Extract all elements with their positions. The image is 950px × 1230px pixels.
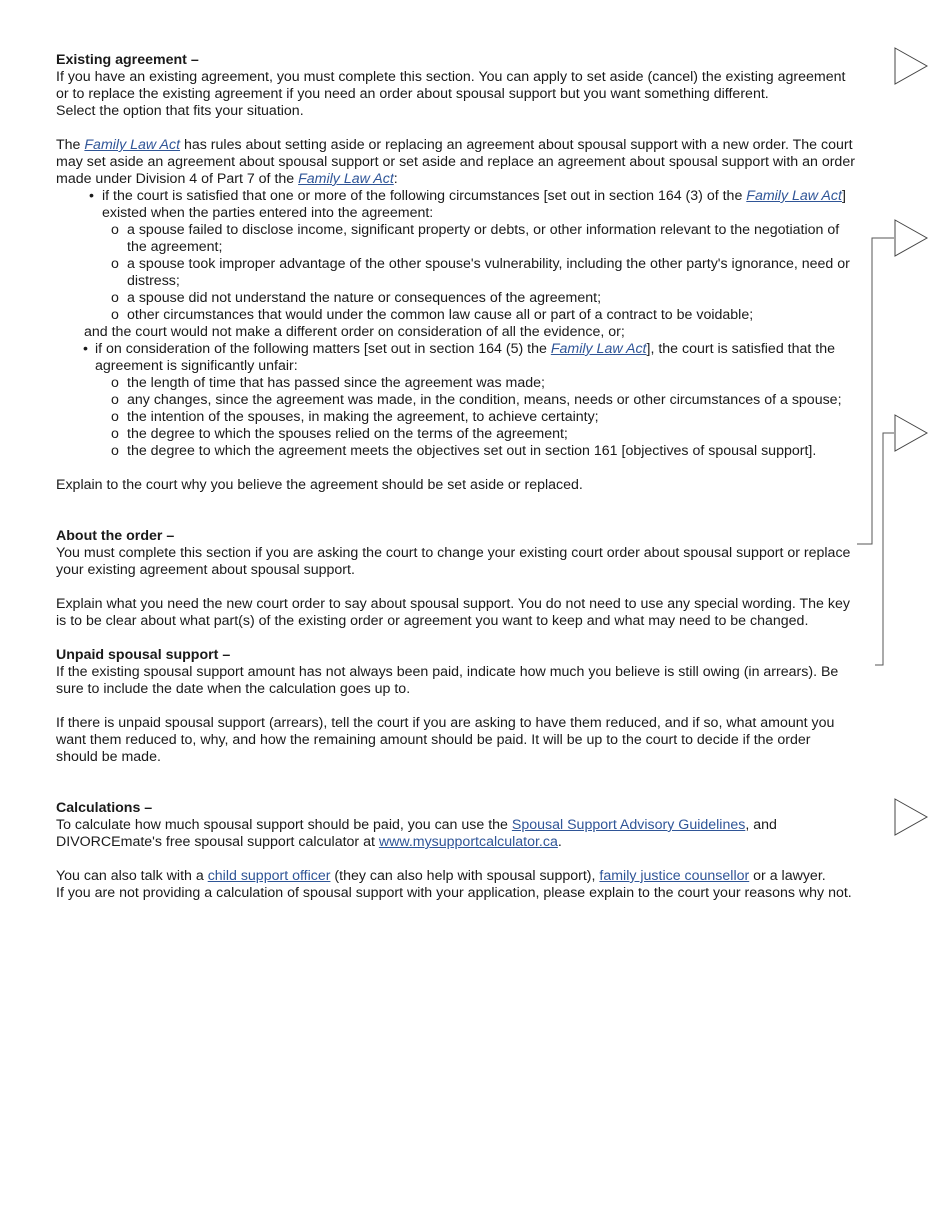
- support-calculator-link[interactable]: www.mysupportcalculator.ca: [378, 834, 558, 850]
- text-segment: if on consideration of the following matters [set out in section 164 (5) the: [95, 341, 551, 357]
- existing-agreement-heading: Existing agreement –: [56, 52, 199, 68]
- list-item: o the intention of the spouses, in making the agreement, to achieve certainty;: [56, 409, 856, 426]
- play-arrow-icon[interactable]: [894, 47, 928, 85]
- calculations-paragraph-1: [56, 817, 856, 851]
- explain-set-aside-text: Explain to the court why you believe the agreement should be set aside or replaced.: [56, 477, 583, 493]
- text-segment: .: [557, 834, 562, 850]
- family-law-act-link[interactable]: Family Law Act: [84, 137, 181, 153]
- list-item: o the length of time that has passed since the agreement was made;: [56, 375, 856, 392]
- unpaid-support-paragraph-1: If the existing spousal support amount has not always been paid, indicate how much you believe is still owing (in arrears). Be sure to include the date when the calculation goes up to.: [56, 664, 839, 697]
- calculations-heading: Calculations –: [56, 800, 153, 816]
- about-order-heading: About the order –: [56, 528, 175, 544]
- child-support-officer-link[interactable]: child support officer: [207, 868, 331, 884]
- text-segment: ] existed when the parties entered into the agreement:: [102, 188, 846, 221]
- existing-agreement-intro: If you have an existing agreement, you must complete this section. You can apply to set aside (cancel) the existing agreement or to replace the existing agreement if you need an order about spousal support but you want something different.: [56, 69, 846, 102]
- list-item: o a spouse did not understand the nature or consequences of the agreement;: [56, 290, 856, 307]
- list-item: o a spouse took improper advantage of the other spouse's vulnerability, including the other party's ignorance, need or distress;: [56, 256, 856, 290]
- text-segment: You can also talk with a: [56, 868, 208, 884]
- list-item: o other circumstances that would under the common law cause all or part of a contract to be voidable;: [56, 307, 856, 324]
- text-segment: if the court is satisfied that one or more of the following circumstances [set out in section 164 (3) of the: [102, 188, 747, 204]
- text-segment: :: [393, 171, 398, 187]
- family-law-act-link[interactable]: Family Law Act: [298, 171, 394, 187]
- list-item: o any changes, since the agreement was made, in the condition, means, needs or other circumstances of a spouse;: [56, 392, 856, 409]
- bullet-unfair: [56, 341, 856, 375]
- calculations-paragraph-3: If you are not providing a calculation of spousal support with your application, please explain to the court your reasons why not.: [56, 885, 852, 901]
- after-circumstances-text: and the court would not make a different order on consideration of all the evidence, or;: [84, 324, 625, 340]
- about-order-explain: Explain what you need the new court order to say about spousal support. You do not need to use any special wording. The key is to be clear about what part(s) of the existing order or agreement you want to keep and what may need to be changed.: [56, 596, 850, 629]
- family-law-act-paragraph: [56, 137, 856, 188]
- text-segment: (they can also help with spousal support),: [330, 868, 600, 884]
- text-segment: The: [56, 137, 85, 153]
- list-item: o the degree to which the spouses relied on the terms of the agreement;: [56, 426, 856, 443]
- family-law-act-link[interactable]: Family Law Act: [550, 341, 647, 357]
- text-segment: or a lawyer.: [749, 868, 826, 884]
- ssag-link[interactable]: Spousal Support Advisory Guidelines: [511, 817, 746, 833]
- help-text-content: [56, 52, 856, 902]
- calculations-paragraph-2: [56, 868, 856, 885]
- text-segment: has rules about setting aside or replacing an agreement about spousal support with a new order. The court may set aside an agreement about spousal support or set aside and replace an agreement about spousal support with an order made under Division 4 of Part 7 of the: [56, 137, 855, 187]
- play-arrow-icon[interactable]: [894, 798, 928, 836]
- family-justice-counsellor-link[interactable]: family justice counsellor: [599, 868, 750, 884]
- text-segment: , and DIVORCEmate's free spousal support calculator at: [56, 817, 777, 850]
- text-segment: To calculate how much spousal support should be paid, you can use the: [56, 817, 512, 833]
- play-arrow-icon[interactable]: [894, 219, 928, 257]
- existing-agreement-select: Select the option that fits your situation.: [56, 103, 304, 119]
- text-segment: ], the court is satisfied that the agreement is significantly unfair:: [95, 341, 835, 374]
- play-arrow-icon[interactable]: [894, 414, 928, 452]
- about-order-intro: You must complete this section if you are asking the court to change your existing court order about spousal support or replace your existing agreement about spousal support.: [56, 545, 851, 578]
- unpaid-support-heading: Unpaid spousal support –: [56, 647, 231, 663]
- circumstances-list: [56, 188, 856, 324]
- list-item: o a spouse failed to disclose income, significant property or debts, or other information relevant to the negotiation of the agreement;: [56, 222, 856, 256]
- family-law-act-link[interactable]: Family Law Act: [746, 188, 842, 204]
- bullet-circumstances: [56, 188, 856, 222]
- list-item: o the degree to which the agreement meets the objectives set out in section 161 [objectives of spousal support].: [56, 443, 856, 460]
- unfair-matters-list: [56, 341, 856, 460]
- unpaid-support-paragraph-2: If there is unpaid spousal support (arrears), tell the court if you are asking to have them reduced, and if so, what amount you want them reduced to, why, and how the remaining amount should be paid. It will be up to the court to decide if the order should be made.: [56, 715, 835, 765]
